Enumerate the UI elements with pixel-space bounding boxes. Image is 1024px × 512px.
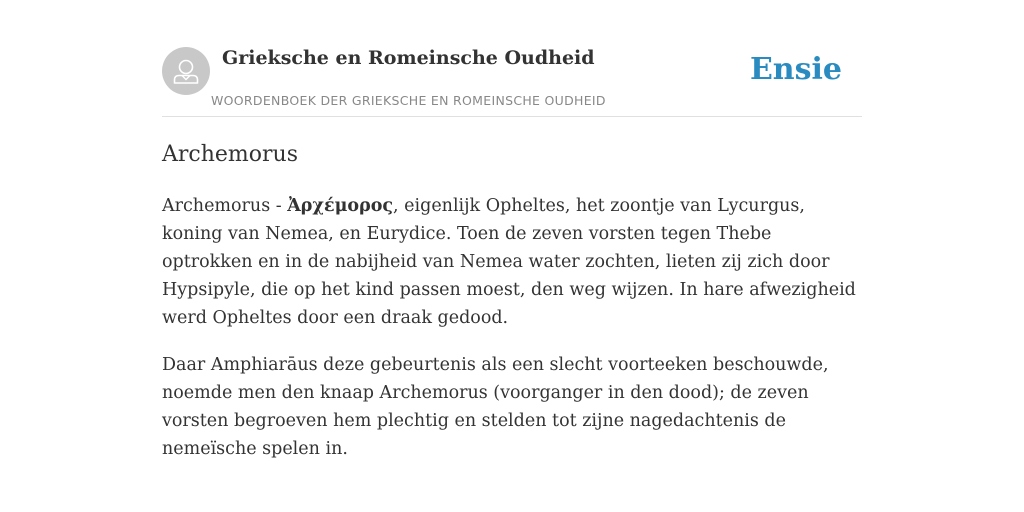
entry-text: , eigenlijk Opheltes, het zoontje van Lycurgus, koning van Nemea, en Eurydice. Toen de zeven vorsten tegen Thebe optrokken en in de nabijheid van Nemea water zochten, lieten zij zich door Hypsipyle, die op het kind passen moest, den weg wijzen. In hare afwezigheid werd Opheltes door een draak gedood. (162, 196, 856, 328)
entry-lead: Archemorus - (162, 196, 288, 216)
header (162, 0, 862, 117)
user-icon (162, 47, 210, 95)
source-title[interactable]: Grieksche en Romeinsche Oudheid (222, 47, 595, 69)
avatar[interactable] (162, 47, 210, 95)
page-container (162, 0, 862, 459)
entry-content (162, 192, 862, 482)
source-subtitle[interactable]: WOORDENBOEK DER GRIEKSCHE EN ROMEINSCHE OUDHEID (211, 93, 606, 108)
brand-logo[interactable]: Ensie (749, 52, 842, 87)
entry-paragraph-1 (162, 192, 862, 332)
greek-term: Ἀρχέμορος (287, 196, 394, 216)
entry-paragraph-2: Daar Amphiarāus deze gebeurtenis als een slecht voorteeken beschouwde, noemde men den knaap Archemorus (voorganger in den dood); de zeven vorsten begroeven hem plechtig en stelden tot zijne nagedachtenis de nemeïsche spelen in. (162, 355, 829, 459)
entry-title: Archemorus (162, 142, 298, 167)
